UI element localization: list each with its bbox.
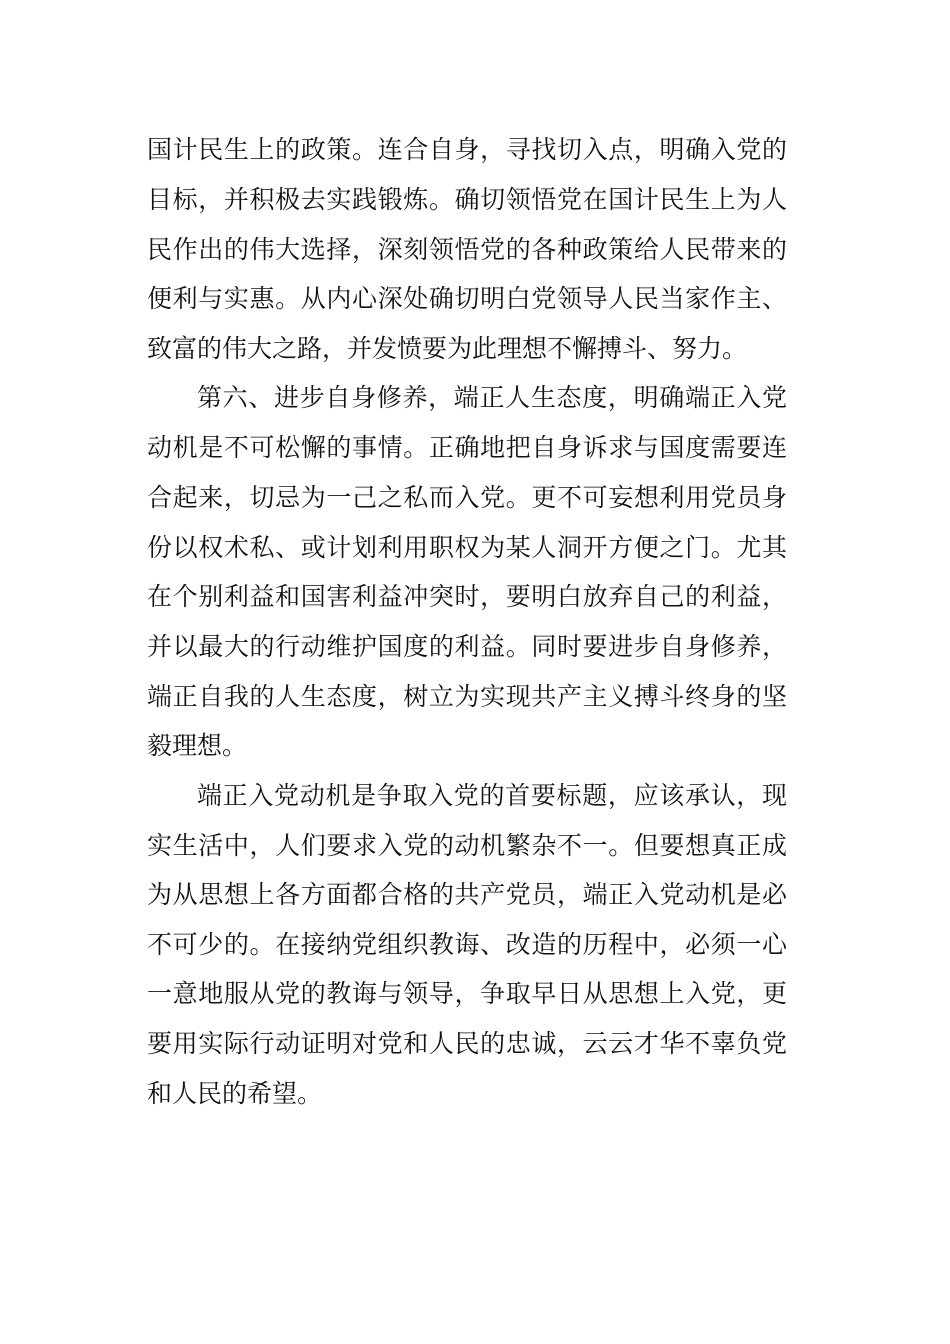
text-line: 并以最大的行动维护国度的利益。同时要进步自身修养， bbox=[147, 632, 787, 661]
text-line: 国计民生上的政策。连合自身，寻找切入点，明确入党的 bbox=[147, 135, 787, 164]
text-line: 致富的伟大之路，并发愤要为此理想不懈搏斗、努力。 bbox=[147, 334, 748, 363]
text-line: 合起来，切忌为一己之私而入党。更不可妄想利用党员身 bbox=[147, 483, 787, 512]
text-line: 端正入党动机是争取入党的首要标题，应该承认，现 bbox=[197, 781, 787, 810]
text-line: 动机是不可松懈的事情。正确地把自身诉求与国度需要连 bbox=[147, 433, 787, 462]
text-line: 要用实际行动证明对党和人民的忠诚，云云才华不辜负党 bbox=[147, 1029, 787, 1058]
text-line: 一意地服从党的教诲与领导，争取早日从思想上入党，更 bbox=[147, 979, 787, 1008]
text-line: 第六、进步自身修养，端正人生态度，明确端正入党 bbox=[197, 383, 787, 412]
text-line: 民作出的伟大选择，深刻领悟党的各种政策给人民带来的 bbox=[147, 235, 787, 264]
text-line: 不可少的。在接纳党组织教诲、改造的历程中，必须一心 bbox=[147, 930, 787, 959]
text-line: 端正自我的人生态度，树立为实现共产主义搏斗终身的坚 bbox=[147, 682, 787, 711]
text-line: 毅理想。 bbox=[147, 731, 248, 760]
text-line: 和人民的希望。 bbox=[147, 1079, 323, 1108]
text-line: 份以权术私、或计划利用职权为某人洞开方便之门。尤其 bbox=[147, 533, 787, 562]
text-line: 便利与实惠。从内心深处确切明白党领导人民当家作主、 bbox=[147, 284, 787, 313]
text-line: 实生活中，人们要求入党的动机繁杂不一。但要想真正成 bbox=[147, 831, 787, 860]
text-line: 在个别利益和国害利益冲突时，要明白放弃自己的利益， bbox=[147, 582, 787, 611]
text-line: 目标，并积极去实践锻炼。确切领悟党在国计民生上为人 bbox=[147, 185, 787, 214]
text-line: 为从思想上各方面都合格的共产党员，端正入党动机是必 bbox=[147, 880, 787, 909]
